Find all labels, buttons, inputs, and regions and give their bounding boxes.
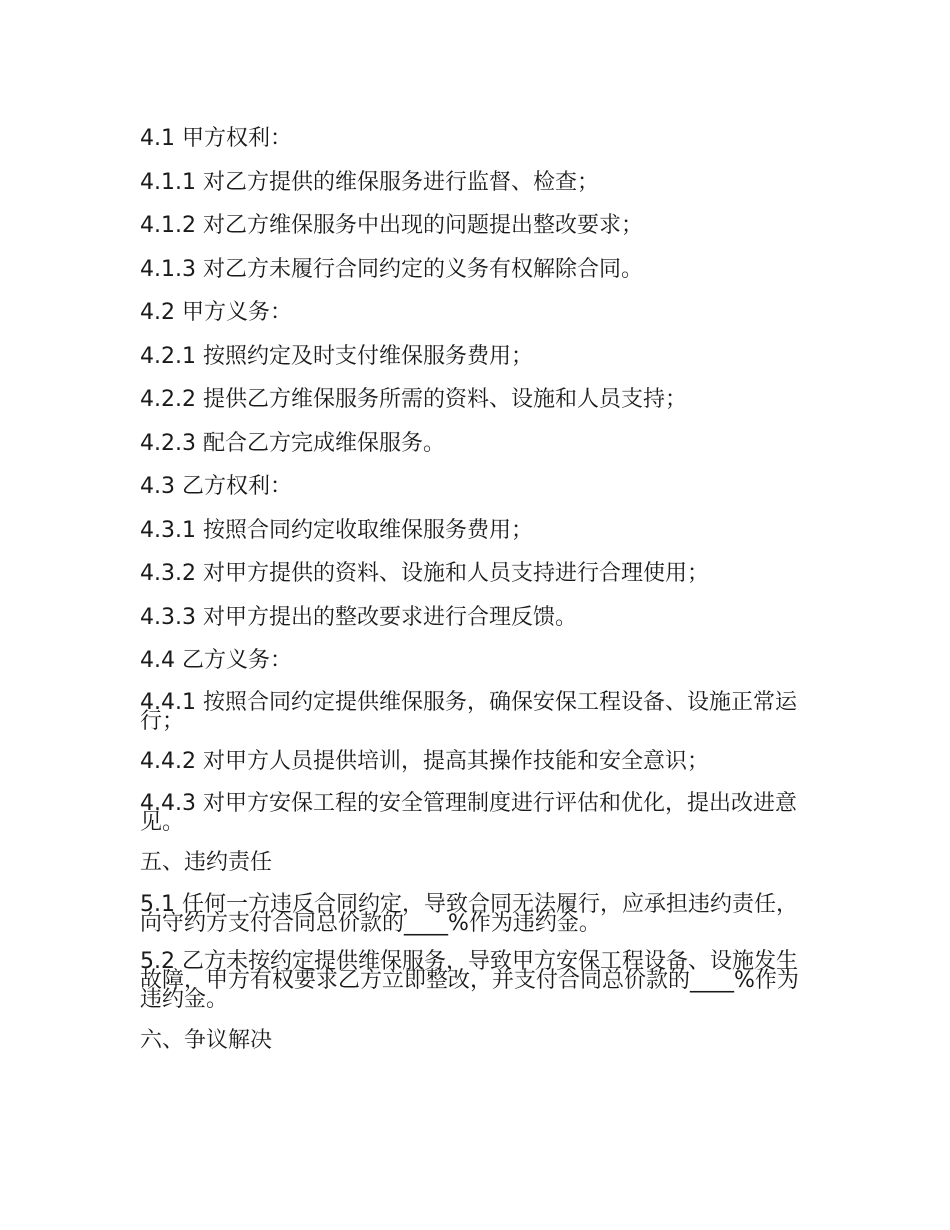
clause-4-2-heading: 4.2 甲方义务： <box>140 300 292 325</box>
section-6-heading: 六、争议解决 <box>140 1027 273 1053</box>
clause-4-2-1: 4.2.1 按照约定及时支付维保服务费用； <box>140 343 533 369</box>
clause-5-1: 5.1 任何一方违反合同约定，导致合同无法履行，应承担违约责任，向守约方支付合同总价款的____%作为违约金。 <box>140 891 798 936</box>
clause-4-4-2: 4.4.2 对甲方人员提供培训，提高其操作技能和安全意识； <box>140 749 709 774</box>
section-5-heading: 五、违约责任 <box>140 850 273 875</box>
clause-4-4-1: 4.4.1 按照合同约定提供维保服务，确保安保工程设备、设施正常运行； <box>140 689 797 734</box>
clause-4-2-2: 4.2.2 提供乙方维保服务所需的资料、设施和人员支持； <box>140 387 687 412</box>
clause-4-3-3: 4.3.3 对甲方提出的整改要求进行合理反馈。 <box>140 604 577 630</box>
clause-5-2: 5.2 乙方未按约定提供维保服务，导致甲方安保工程设备、设施发生故障，甲方有权要求乙方立即整改，并支付合同总价款的____%作为违约金。 <box>140 949 799 1012</box>
clause-4-1-heading: 4.1 甲方权利： <box>140 126 292 151</box>
clause-4-2-3: 4.2.3 配合乙方完成维保服务。 <box>140 430 445 456</box>
clause-4-4-3: 4.4.3 对甲方安保工程的安全管理制度进行评估和优化，提出改进意见。 <box>140 790 797 835</box>
clause-4-1-2: 4.1.2 对乙方维保服务中出现的问题提出整改要求； <box>140 213 643 238</box>
clause-4-4-heading: 4.4 乙方义务： <box>140 648 292 673</box>
clause-4-1-3: 4.1.3 对乙方未履行合同约定的义务有权解除合同。 <box>140 256 643 282</box>
clause-4-3-2: 4.3.2 对甲方提供的资料、设施和人员支持进行合理使用； <box>140 561 709 586</box>
clause-4-1-1: 4.1.1 对乙方提供的维保服务进行监督、检查； <box>140 169 599 195</box>
document-body <box>140 127 805 1072</box>
clause-4-3-heading: 4.3 乙方权利： <box>140 474 292 499</box>
clause-4-3-1: 4.3.1 按照合同约定收取维保服务费用； <box>140 517 533 543</box>
